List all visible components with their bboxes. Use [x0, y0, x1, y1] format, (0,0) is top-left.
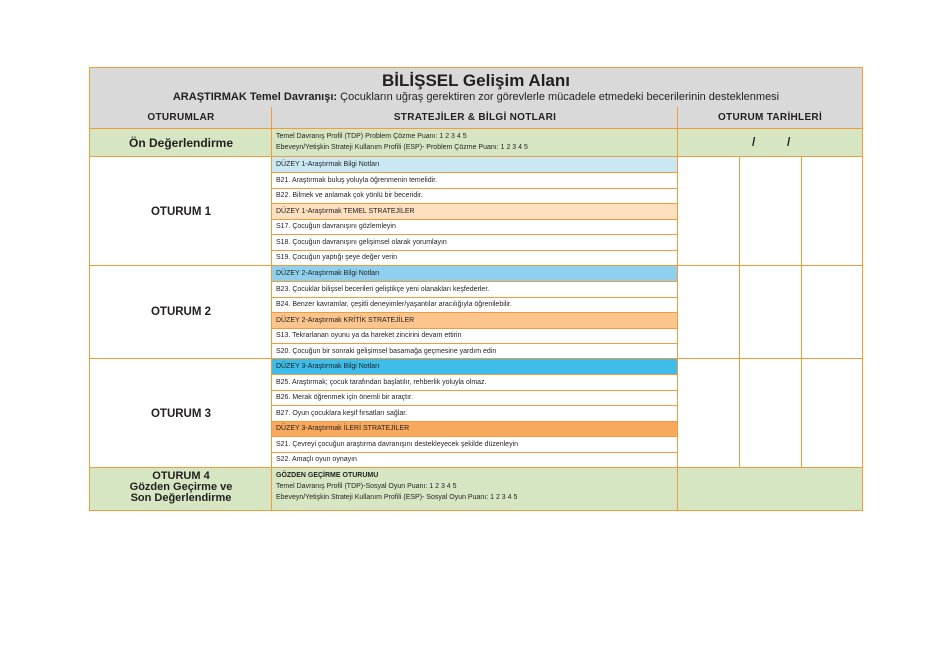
header-dates: OTURUM TARİHLERİ [717, 112, 823, 123]
session-2-label: OTURUM 2 [150, 306, 212, 318]
row-divider [272, 421, 678, 422]
divider-date-1 [739, 157, 740, 468]
divider-date-2 [801, 157, 802, 468]
session-3-strategy-heading: DÜZEY 3-Araştırmak İLERİ STRATEJİLER [272, 421, 678, 437]
row-divider [272, 172, 678, 173]
title-block [90, 68, 862, 108]
pre-tdp-score: Temel Davranış Profil (TDP) Problem Çözme Puanı: 1 2 3 4 5 [276, 133, 467, 140]
session-3-strategy: S22. Amaçlı oyun oynayın [276, 456, 357, 463]
divider-strategies [677, 107, 678, 510]
assessment-table [89, 67, 863, 511]
pre-date-slash-2: / [787, 135, 791, 149]
pre-esp-score: Ebeveyn/Yetişkin Strateji Kullanım Profili (ESP)- Problem Çözme Puanı: 1 2 3 4 5 [276, 144, 528, 151]
review-session-label [90, 471, 272, 504]
divider-session-2 [90, 358, 862, 359]
subtitle-description: Çocukların uğraş gerektiren zor görevlerle mücadele etmedeki becerilerinin desteklenmesi [337, 91, 780, 103]
review-tdp-score: Temel Davranış Profil (TDP)-Sosyal Oyun Puanı: 1 2 3 4 5 [276, 483, 457, 490]
row-divider [272, 188, 678, 189]
row-divider [272, 374, 678, 375]
session-3-note: B25. Araştırmak; çocuk tarafından başlatılır, rehberlik yoluyla olmaz. [276, 378, 487, 386]
row-divider [272, 343, 678, 344]
divider-session-1 [90, 265, 862, 266]
row-divider [272, 405, 678, 406]
session-3-strategy: S21. Çevreyi çocuğun araştırma davranışını destekleyecek şekilde düzenleyin [276, 440, 519, 448]
row-divider [272, 234, 678, 235]
review-row [90, 468, 862, 510]
session-2-note: B24. Benzer kavramlar, çeşitli deneyimler/yaşantılar aracılığıyla öğrenilebilir. [276, 301, 512, 308]
session-1-strategy: S17. Çocuğun davranışını gözlemleyin [276, 223, 396, 230]
session-1-strategy-heading: DÜZEY 1-Araştırmak TEMEL STRATEJİLER [272, 204, 678, 220]
session-1-label: OTURUM 1 [150, 206, 212, 218]
row-divider [272, 250, 678, 251]
row-divider [272, 203, 678, 204]
row-divider [272, 390, 678, 391]
session-2-strategy: S13. Tekrarlanan oyunu ya da hareket zincirini devam ettirin [276, 332, 462, 339]
session-2-strategy: S20. Çocuğun bir sonraki gelişimsel basamağa geçmesine yardım edin [276, 347, 497, 355]
column-header-row [90, 107, 862, 129]
page-title: BİLİŞSEL Gelişim Alanı [382, 71, 570, 90]
row-divider [272, 452, 678, 453]
row-divider [272, 297, 678, 298]
divider-sessions [271, 107, 272, 510]
review-label-line-3: Son Değerlendirme [130, 492, 232, 504]
session-1-info-heading: DÜZEY 1-Araştırmak Bilgi Notları [272, 157, 678, 173]
session-2-note: B23. Çocuklar bilişsel becerileri geliştikçe yeni olanakları keşfederler. [276, 285, 490, 293]
row-divider [272, 312, 678, 313]
header-sessions: OTURUMLAR [147, 112, 215, 123]
session-1-note: B21. Araştırmak buluş yoluyla öğrenmenin temelidir. [276, 176, 438, 184]
pre-date-slash-1: / [752, 135, 756, 149]
header-strategies: STRATEJİLER & BİLGİ NOTLARI [393, 112, 557, 123]
review-heading: GÖZDEN GEÇİRME OTURUMU [276, 472, 379, 479]
session-3-info-heading: DÜZEY 3-Araştırmak Bilgi Notları [272, 359, 678, 375]
row-divider [272, 436, 678, 437]
row-divider [272, 328, 678, 329]
review-esp-score: Ebeveyn/Yetişkin Strateji Kullanım Profili (ESP)- Sosyal Oyun Puanı: 1 2 3 4 5 [276, 494, 518, 501]
session-3-label: OTURUM 3 [150, 408, 212, 420]
subtitle-behavior: ARAŞTIRMAK Temel Davranışı: [172, 91, 338, 103]
review-label-line-1: OTURUM 4 [152, 470, 210, 482]
session-2-info-heading: DÜZEY 2-Araştırmak Bilgi Notları [272, 266, 678, 282]
session-1-strategy: S18. Çocuğun davranışını gelişimsel olarak yorumlayın [276, 238, 447, 246]
divider-session-3 [90, 467, 862, 468]
divider-pre [90, 156, 862, 157]
pre-assessment-label: Ön Değerlendirme [128, 136, 234, 150]
row-divider [272, 219, 678, 220]
session-3-note: B27. Oyun çocuklara keşif fırsatları sağlar. [276, 409, 408, 417]
page-subtitle [90, 91, 862, 104]
review-label-line-2: Gözden Geçirme ve [129, 481, 233, 493]
session-1-strategy: S19. Çocuğun yaptığı şeye değer verin [276, 254, 398, 261]
session-1-note: B22. Bilmek ve anlamak çok yönlü bir beceridir. [276, 192, 423, 199]
session-3-note: B26. Merak öğrenmek için önemli bir araçtır. [276, 394, 413, 401]
pre-assessment-row [90, 129, 862, 157]
session-2-strategy-heading: DÜZEY 2-Araştırmak KRİTİK STRATEJİLER [272, 313, 678, 329]
row-divider [272, 281, 678, 282]
